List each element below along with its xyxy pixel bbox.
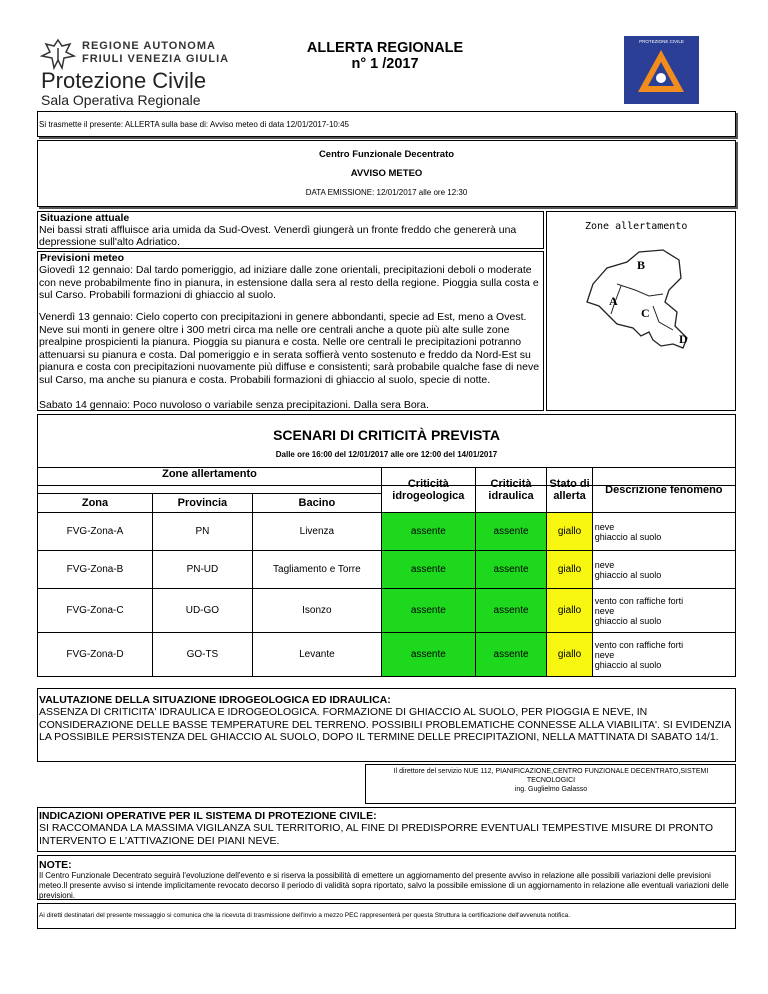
cell-descr: [592, 589, 735, 633]
cell-zona: FVG-Zona-B: [38, 551, 153, 589]
table-row: [38, 633, 736, 677]
cfd-emission: DATA EMISSIONE: 12/01/2017 alle ore 12:30: [305, 188, 468, 197]
col-provincia: Provincia: [152, 494, 252, 513]
cell-zona: FVG-Zona-D: [38, 633, 153, 677]
cell-stato: giallo: [547, 633, 592, 677]
cell-provincia: PN-UD: [152, 551, 252, 589]
zone-group-header: Zone allertamento: [38, 468, 382, 494]
cell-zona: FVG-Zona-A: [38, 513, 153, 551]
zone-map-box: [546, 211, 736, 411]
cell-bacino: Livenza: [252, 513, 381, 551]
table-row: [38, 589, 736, 633]
descr-line: ghiaccio al suolo: [594, 615, 662, 626]
transmit-box: [37, 111, 736, 137]
cell-descr: [592, 633, 735, 677]
zone-label-d: D: [679, 332, 688, 346]
cell-idrogeo: assente: [381, 551, 475, 589]
note-heading: NOTE:: [39, 859, 72, 871]
descr-line: ghiaccio al suolo: [594, 659, 662, 670]
valutazione-heading: VALUTAZIONE DELLA SITUAZIONE IDROGEOLOGICA ED IDRAULICA:: [39, 694, 391, 706]
indicazioni-heading: INDICAZIONI OPERATIVE PER IL SISTEMA DI PROTEZIONE CIVILE:: [39, 810, 377, 822]
cfd-box: [37, 140, 736, 207]
forecast-p1: Giovedì 12 gennaio: Dal tardo pomeriggio, ad iniziare dalle zone orientali, precipitazioni deboli o moderate con neve probabilmente fino in pianura, in estensione dalla sera al resto della regione. Pioggia sulla costa e sul Carso. Probabili formazioni di ghiaccio al suolo.: [39, 264, 539, 301]
civil-protection-badge: PROTEZIONE CIVILE: [624, 36, 699, 104]
zone-label-a: A: [609, 294, 618, 308]
indicazioni-box: [37, 807, 736, 852]
cell-provincia: PN: [152, 513, 252, 551]
table-group-header-row: [38, 468, 736, 494]
alert-number: n° 1 /2017: [351, 56, 419, 72]
cell-stato: giallo: [547, 551, 592, 589]
cell-idrogeo: assente: [381, 513, 475, 551]
pec-text: Ai diretti destinatari del presente messaggio si comunica che la ricevuta di trasmissione dell'invio a mezzo PEC rappresenterà per questa Struttura la certificazione dell'avvenuta notifica.: [39, 912, 571, 919]
scenari-title: SCENARI DI CRITICITÀ PREVISTA: [273, 427, 500, 443]
situation-text: Nei bassi strati affluisce aria umida da Sud-Ovest. Venerdì giungerà un fronte freddo che genererà una depressione sull'alto Adriatico.: [39, 224, 517, 248]
descr-line: neve: [594, 521, 615, 532]
forecast-p2: Venerdì 13 gennaio: Cielo coperto con precipitazioni in genere abbondanti, specie ad Est, meno a Ovest. Neve sui monti in genere oltre i 300 metri circa ma nelle ore centrali anche a quote più alte sulle zone prealpine prospicienti la pianura. Pioggia su pianura e costa. Nelle ore centrali le precipitazioni potranno attenuarsi su pianura e costa. Dal pomeriggio e in serata soffierà vento sostenuto e freddo da Nord-Est su pianura e costa con precipitazioni nuovamente più diffuse e consistenti; sarà probabile qualche fase di neve sul Carso, ma anche su pianura e costa. Probabili formazioni di ghiaccio al suolo, specie di notte.: [39, 311, 540, 386]
cell-idrogeo: assente: [381, 633, 475, 677]
descr-line: ghiaccio al suolo: [594, 569, 662, 580]
transmit-text: Si trasmette il presente: ALLERTA sulla base di: Avviso meteo di data 12/01/2017-10:45: [39, 120, 349, 129]
pec-box: [37, 903, 736, 929]
valutazione-text: ASSENZA DI CRITICITA' IDRAULICA E IDROGEOLOGICA. FORMAZIONE DI GHIACCIO AL SUOLO, PER PIOGGIA E NEVE, IN CONSIDERAZIONE DELLE BASSE TEMPERATURE DEL TERRENO. POSSIBILI PROBLEMATICHE CONNESSE ALLA VIABILITA'. SI EVIDENZIA LA POSSIBILE PERSISTENZA DEL GHIACCIO AL SUOLO, DOPO IL TERMINE DELLE PRECIPITAZIONI, NELLA MATTINATA DI SABATO 14/1.: [39, 706, 731, 743]
descr-line: neve: [594, 605, 615, 616]
zone-map-title: Zone allertamento: [585, 221, 688, 232]
table-row: [38, 551, 736, 589]
cell-idraulica: assente: [475, 513, 547, 551]
cfd-title: Centro Funzionale Decentrato: [318, 149, 455, 160]
note-box: [37, 855, 736, 900]
descr-line: neve: [594, 649, 615, 660]
table-row: [38, 513, 736, 551]
cfd-subtitle: AVVISO METEO: [350, 168, 423, 179]
valutazione-box: [37, 688, 736, 762]
descr-line: vento con raffiche forti: [594, 595, 684, 606]
situation-box: [37, 211, 544, 249]
col-idrogeo: Criticità idrogeologica: [381, 468, 475, 513]
descr-line: ghiaccio al suolo: [594, 531, 662, 542]
logo-line1: REGIONE AUTONOMA: [82, 40, 216, 52]
forecast-p3: Sabato 14 gennaio: Poco nuvoloso o variabile senza precipitazioni. Dalla sera Bora.: [39, 399, 429, 411]
note-text: Il Centro Funzionale Decentrato seguirà l'evoluzione dell'evento e si riserva la possibilità di emettere un aggiornamento del presente avviso in relazione alle possibili variazioni delle previsioni meteo.Il presente avviso si intende implicitamente revocato decorso il periodo di validità sopra riportato, salvo la possibile emissione di un aggiornamento in relazione alle eventuali variazioni delle previsioni.: [39, 871, 729, 900]
zone-label-c: C: [641, 306, 650, 320]
logo-title: Protezione Civile: [41, 68, 207, 93]
logo-line2: FRIULI VENEZIA GIULIA: [82, 53, 230, 65]
forecast-heading: Previsioni meteo: [40, 252, 125, 264]
cell-idraulica: assente: [475, 633, 547, 677]
scenari-table: [37, 467, 736, 677]
cell-bacino: Isonzo: [252, 589, 381, 633]
cell-stato: giallo: [547, 513, 592, 551]
cell-zona: FVG-Zona-C: [38, 589, 153, 633]
cell-stato: giallo: [547, 589, 592, 633]
cell-descr: [592, 513, 735, 551]
forecast-box: [37, 251, 544, 411]
col-stato: Stato di allerta: [547, 468, 592, 513]
logo-subtitle: Sala Operativa Regionale: [41, 92, 201, 108]
alert-title: ALLERTA REGIONALE: [306, 40, 464, 56]
direttore-name: ing. Guglielmo Galasso: [514, 786, 588, 793]
direttore-box: [365, 764, 736, 804]
region-eagle-logo: [40, 38, 76, 70]
zone-label-b: B: [637, 258, 646, 272]
descr-line: neve: [594, 559, 615, 570]
col-descr: Descrizione fenomeno: [592, 468, 735, 513]
col-zona: Zona: [38, 494, 153, 513]
cell-idraulica: assente: [475, 551, 547, 589]
cell-provincia: UD-GO: [152, 589, 252, 633]
indicazioni-text: SI RACCOMANDA LA MASSIMA VIGILANZA SUL TERRITORIO, AL FINE DI PREDISPORRE EVENTUALI TEMPESTIVE MISURE DI PRONTO INTERVENTO E L'ATTIVAZIONE DEI PIANI NEVE.: [39, 822, 714, 847]
cell-provincia: GO-TS: [152, 633, 252, 677]
situation-heading: Situazione attuale: [40, 212, 130, 224]
scenari-period: Dalle ore 16:00 del 12/01/2017 alle ore 12:00 del 14/01/2017: [275, 450, 498, 459]
cell-idrogeo: assente: [381, 589, 475, 633]
cell-descr: [592, 551, 735, 589]
cell-idraulica: assente: [475, 589, 547, 633]
descr-line: vento con raffiche forti: [594, 639, 684, 650]
col-idraulica: Criticità idraulica: [475, 468, 547, 513]
cell-bacino: Tagliamento e Torre: [252, 551, 381, 589]
col-bacino: Bacino: [252, 494, 381, 513]
direttore-title: Il direttore del servizio NUE 112, PIANIFICAZIONE,CENTRO FUNZIONALE DECENTRATO,SISTEMI TECNOLOGICI: [393, 768, 709, 784]
cell-bacino: Levante: [252, 633, 381, 677]
